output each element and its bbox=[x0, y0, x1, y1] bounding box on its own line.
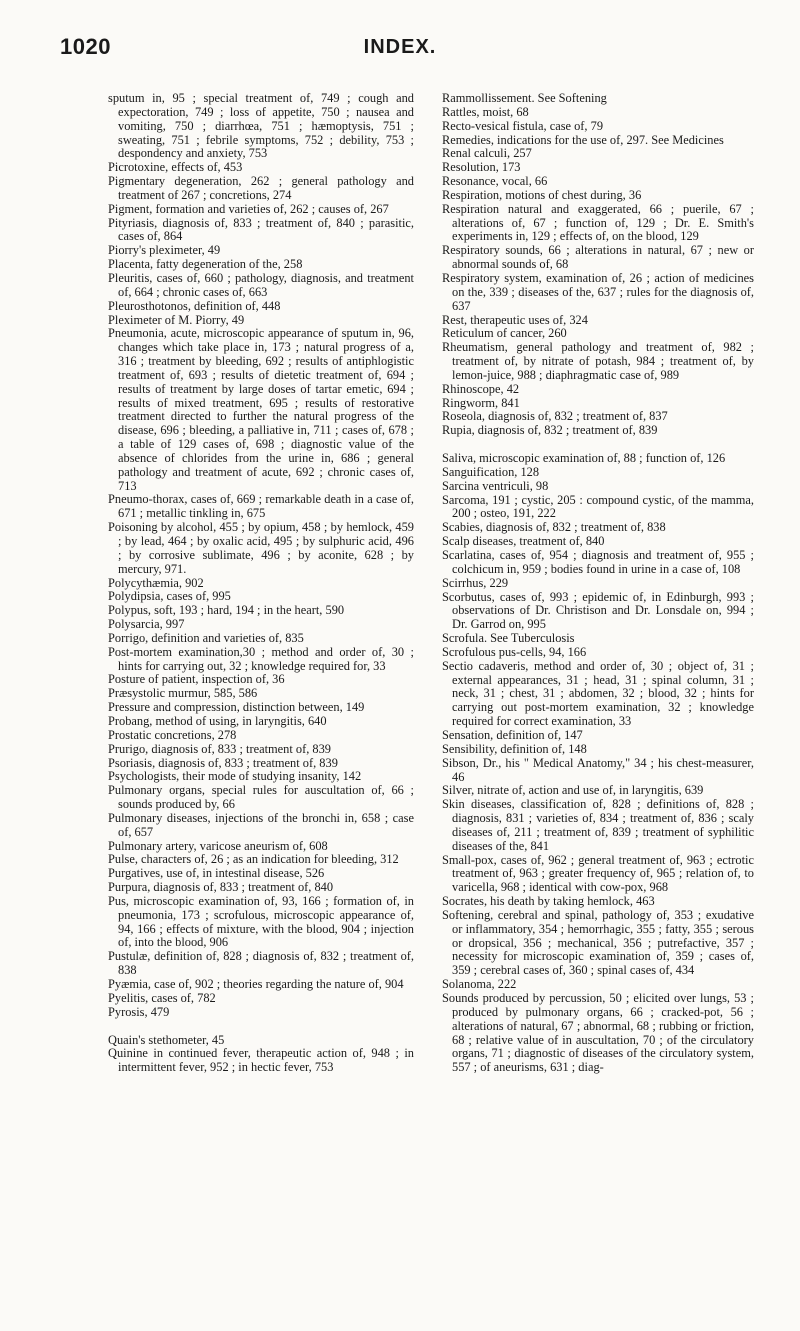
index-entry: Sarcina ventriculi, 98 bbox=[442, 478, 549, 493]
index-entry: Pleurosthotonos, definition of, 448 bbox=[108, 298, 281, 313]
index-entry: Pleuritis, cases of, 660 ; pathology, diagnosis, and treatment of, 664 ; chronic cases of, 663 bbox=[108, 270, 414, 299]
index-entry: Placenta, fatty degeneration of the, 258 bbox=[108, 257, 303, 272]
index-entry: Polycythæmia, 902 bbox=[108, 575, 204, 590]
index-entry: Psoriasis, diagnosis of, 833 ; treatment of, 839 bbox=[108, 755, 338, 770]
index-entry: Pigmentary degeneration, 262 ; general pathology and treatment of 267 ; concretions, 274 bbox=[108, 174, 414, 202]
index-entry: Silver, nitrate of, action and use of, in laryngitis, 639 bbox=[442, 783, 704, 798]
index-entry: Respiration natural and exaggerated, 66 ; puerile, 67 ; alterations of, 67 ; function of, 129 ; Dr. E. Smith's experiments in, 129 ; effects of, on the blood, 129 bbox=[442, 201, 754, 244]
index-entry: Pyrosis, 479 bbox=[108, 1004, 170, 1019]
index-entry: Purgatives, use of, in intestinal disease, 526 bbox=[108, 866, 325, 881]
index-entry: Polypus, soft, 193 ; hard, 194 ; in the heart, 590 bbox=[108, 603, 345, 618]
index-entry: Respiration, motions of chest during, 36 bbox=[442, 187, 642, 202]
index-entry: Polydipsia, cases of, 995 bbox=[108, 589, 231, 604]
index-entry: Sarcoma, 191 ; cystic, 205 : compound cystic, of the mamma, 200 ; osteo, 191, 222 bbox=[442, 492, 754, 521]
index-entry: Post-mortem examination,30 ; method and order of, 30 ; hints for carrying out, 32 ; knowledge required for, 33 bbox=[108, 644, 414, 673]
index-entry: Recto-vesical fistula, case of, 79 bbox=[442, 118, 604, 133]
index-entry: Pyelitis, cases of, 782 bbox=[108, 990, 216, 1005]
section-gap bbox=[108, 1020, 414, 1034]
index-entry: Scirrhus, 229 bbox=[442, 575, 509, 590]
index-entry: sputum in, 95 ; special treatment of, 749 ; cough and expectoration, 749 ; loss of appetite, 750 ; nausea and vomiting, 750 ; diarrhœa, 751 ; hæmoptysis, 751 ; sweating, 751 ; febrile symptoms, 752 ; debility, 753 ; despondency and anxiety, 753 bbox=[108, 91, 414, 161]
index-entry: Prostatic concretions, 278 bbox=[108, 727, 237, 742]
index-entry: Præsystolic murmur, 585, 586 bbox=[108, 686, 258, 701]
index-entry: Pneumonia, acute, microscopic appearance of sputum in, 96, changes which take place in, 173 ; natural progress of a, 316 ; treatment by bleeding, 692 ; results of antiphlogistic treatment of, 693 ; results of dietetic treatment of, 694 ; results of treatment by large doses of tartar emetic, 694 ; results of mixed treatment, 695 ; results of restorative treatment directed to further the natural progress of the disease, 696 ; bleeding, a palliative in, 711 ; cases of, 678 ; a table of 129 cases of, 698 ; diagnostic value of the absence of chlorides from the urine in, 686 ; general pathology and treatment of acute, 692 ; chronic cases of, 713 bbox=[108, 326, 414, 493]
index-entry: Scarlatina, cases of, 954 ; diagnosis and treatment of, 955 ; colchicum in, 959 ; bodies found in urine in a case of, 108 bbox=[442, 548, 754, 576]
index-entry: Purpura, diagnosis of, 833 ; treatment of, 840 bbox=[108, 880, 334, 895]
index-entry: Pneumo-thorax, cases of, 669 ; remarkable death in a case of, 671 ; metallic tinkling in, 675 bbox=[108, 492, 414, 521]
index-entry: Pulmonary diseases, injections of the bronchi in, 658 ; case of, 657 bbox=[108, 810, 414, 839]
index-entry: Roseola, diagnosis of, 832 ; treatment of, 837 bbox=[442, 409, 668, 424]
index-entry: Pyæmia, case of, 902 ; theories regarding the nature of, 904 bbox=[108, 977, 404, 991]
index-entry: Softening, cerebral and spinal, pathology of, 353 ; exudative or inflammatory, 354 ; hemorrhagic, 355 ; fatty, 355 ; serous or dropsical, 356 ; mechanical, 356 ; putrefactive, 357 ; necessity for microscopic examination of, 359 ; cases of, 359 ; cerebral cases of, 360 ; spinal cases of, 434 bbox=[442, 907, 754, 978]
index-entry: Rhinoscope, 42 bbox=[442, 381, 520, 396]
index-entry: Pus, microscopic examination of, 93, 166 ; formation of, in pneumonia, 173 ; scrofulous, microscopic appearance of, 94, 166 ; effects of mixture, with the blood, 904 ; injection of, into the blood, 906 bbox=[108, 893, 414, 950]
index-entry: Skin diseases, classification of, 828 ; definitions of, 828 ; diagnosis, 831 ; varieties of, 834 ; treatment of, 836 ; scaly diseases of, 211 ; treatment of, 839 ; treatment of syphilitic diseases of the, 841 bbox=[442, 797, 754, 853]
index-entry: Sensation, definition of, 147 bbox=[442, 727, 583, 742]
index-entry: Renal calculi, 257 bbox=[442, 146, 532, 161]
index-entry: Saliva, microscopic examination of, 88 ; function of, 126 bbox=[442, 451, 726, 466]
index-entry: Sanguification, 128 bbox=[442, 464, 540, 479]
index-entry: Resonance, vocal, 66 bbox=[442, 174, 548, 189]
index-entry: Rammollissement. See Softening bbox=[442, 91, 607, 105]
right-column bbox=[442, 92, 754, 1317]
index-entry: Respiratory system, examination of, 26 ; action of medicines on the, 339 ; diseases of the, 637 ; rules for the diagnosis of, 637 bbox=[442, 270, 754, 313]
index-entry: Posture of patient, inspection of, 36 bbox=[108, 672, 285, 687]
index-entry: Pigment, formation and varieties of, 262 ; causes of, 267 bbox=[108, 201, 389, 216]
index-entry: Sibson, Dr., his " Medical Anatomy," 34 ; his chest-measurer, 46 bbox=[442, 755, 754, 784]
index-entry: Scrofula. See Tuberculosis bbox=[442, 631, 575, 646]
index-entry: Sectio cadaveris, method and order of, 30 ; object of, 31 ; external appearances, 31 ; head, 31 ; spinal column, 31 ; neck, 31 ; chest, 31 ; abdomen, 32 ; blood, 32 ; hints for carrying out post-mortem examination, 32 ; knowledge required for correct examination, 33 bbox=[442, 658, 754, 729]
index-entry: Scorbutus, cases of, 993 ; epidemic of, in Edinburgh, 993 ; observations of Dr. Christison and Dr. Lonsdale on, 994 ; Dr. Garrod on, 995 bbox=[442, 589, 754, 632]
index-columns bbox=[108, 92, 754, 1317]
index-entry: Reticulum of cancer, 260 bbox=[442, 326, 567, 341]
index-entry: Quinine in continued fever, therapeutic action of, 948 ; in intermittent fever, 952 ; in hectic fever, 753 bbox=[108, 1046, 414, 1075]
index-entry: Scalp diseases, treatment of, 840 bbox=[442, 534, 605, 549]
index-entry: Porrigo, definition and varieties of, 835 bbox=[108, 630, 304, 645]
index-entry: Rest, therapeutic uses of, 324 bbox=[442, 312, 588, 327]
left-column bbox=[108, 92, 414, 1317]
index-entry: Remedies, indications for the use of, 297. See Medicines bbox=[442, 132, 724, 147]
index-entry: Probang, method of using, in laryngitis, 640 bbox=[108, 713, 327, 728]
index-entry: Resolution, 173 bbox=[442, 160, 521, 175]
index-entry: Pressure and compression, distinction between, 149 bbox=[108, 700, 365, 715]
page-title: INDEX. bbox=[363, 36, 437, 58]
index-entry: Small-pox, cases of, 962 ; general treatment of, 963 ; ectrotic treatment of, 963 ; greater frequency of, 965 ; relation of, to varicella, 968 ; identical with cow-pox, 968 bbox=[442, 852, 754, 895]
page-header bbox=[0, 34, 800, 64]
index-entry: Piorry's pleximeter, 49 bbox=[108, 243, 221, 258]
index-entry: Scrofulous pus-cells, 94, 166 bbox=[442, 644, 587, 659]
index-entry: Solanoma, 222 bbox=[442, 977, 517, 992]
index-entry: Psychologists, their mode of studying insanity, 142 bbox=[108, 769, 362, 784]
index-entry: Ringworm, 841 bbox=[442, 395, 520, 410]
index-entry: Socrates, his death by taking hemlock, 463 bbox=[442, 894, 655, 909]
index-entry: Sounds produced by percussion, 50 ; elicited over lungs, 53 ; produced by pulmonary organs, 66 ; cracked-pot, 56 ; alterations of natural, 67 ; abnormal, 68 ; rubbing or friction, 68 ; relative value of in auscultation, 70 ; of the circulatory organs, 71 ; diagnostic of diseases of the circulatory system, 557 ; of aneurisms, 631 ; diag- bbox=[442, 991, 754, 1075]
section-gap bbox=[442, 438, 754, 452]
index-entry: Respiratory sounds, 66 ; alterations in natural, 67 ; new or abnormal sounds of, 68 bbox=[442, 243, 754, 272]
index-entry: Rheumatism, general pathology and treatment of, 982 ; treatment of, by nitrate of potash, 984 ; treatment of, by lemon-juice, 988 ; diaphragmatic case of, 989 bbox=[442, 340, 754, 382]
index-entry: Pleximeter of M. Piorry, 49 bbox=[108, 312, 245, 327]
page-number: 1020 bbox=[60, 34, 111, 59]
index-entry: Polysarcia, 997 bbox=[108, 617, 185, 632]
index-entry: Rattles, moist, 68 bbox=[442, 104, 529, 119]
index-entry: Quain's stethometer, 45 bbox=[108, 1032, 225, 1047]
index-entry: Poisoning by alcohol, 455 ; by opium, 458 ; by hemlock, 459 ; by lead, 464 ; by oxalic acid, 495 ; by sulphuric acid, 496 ; by corrosive sublimate, 496 ; by aconite, 628 ; by mercury, 971. bbox=[108, 520, 414, 576]
index-entry: Scabies, diagnosis of, 832 ; treatment of, 838 bbox=[442, 520, 666, 535]
index-entry: Rupia, diagnosis of, 832 ; treatment of, 839 bbox=[442, 423, 658, 438]
index-entry: Pulse, characters of, 26 ; as an indication for bleeding, 312 bbox=[108, 852, 399, 867]
index-entry: Prurigo, diagnosis of, 833 ; treatment of, 839 bbox=[108, 741, 332, 756]
index-entry: Sensibility, definition of, 148 bbox=[442, 741, 587, 756]
index-entry: Pulmonary organs, special rules for auscultation of, 66 ; sounds produced by, 66 bbox=[108, 783, 414, 812]
index-entry: Pustulæ, definition of, 828 ; diagnosis of, 832 ; treatment of, 838 bbox=[108, 949, 414, 978]
index-entry: Pulmonary artery, varicose aneurism of, 608 bbox=[108, 838, 328, 853]
index-entry: Pityriasis, diagnosis of, 833 ; treatment of, 840 ; parasitic, cases of, 864 bbox=[108, 215, 414, 244]
index-entry: Picrotoxine, effects of, 453 bbox=[108, 160, 243, 175]
